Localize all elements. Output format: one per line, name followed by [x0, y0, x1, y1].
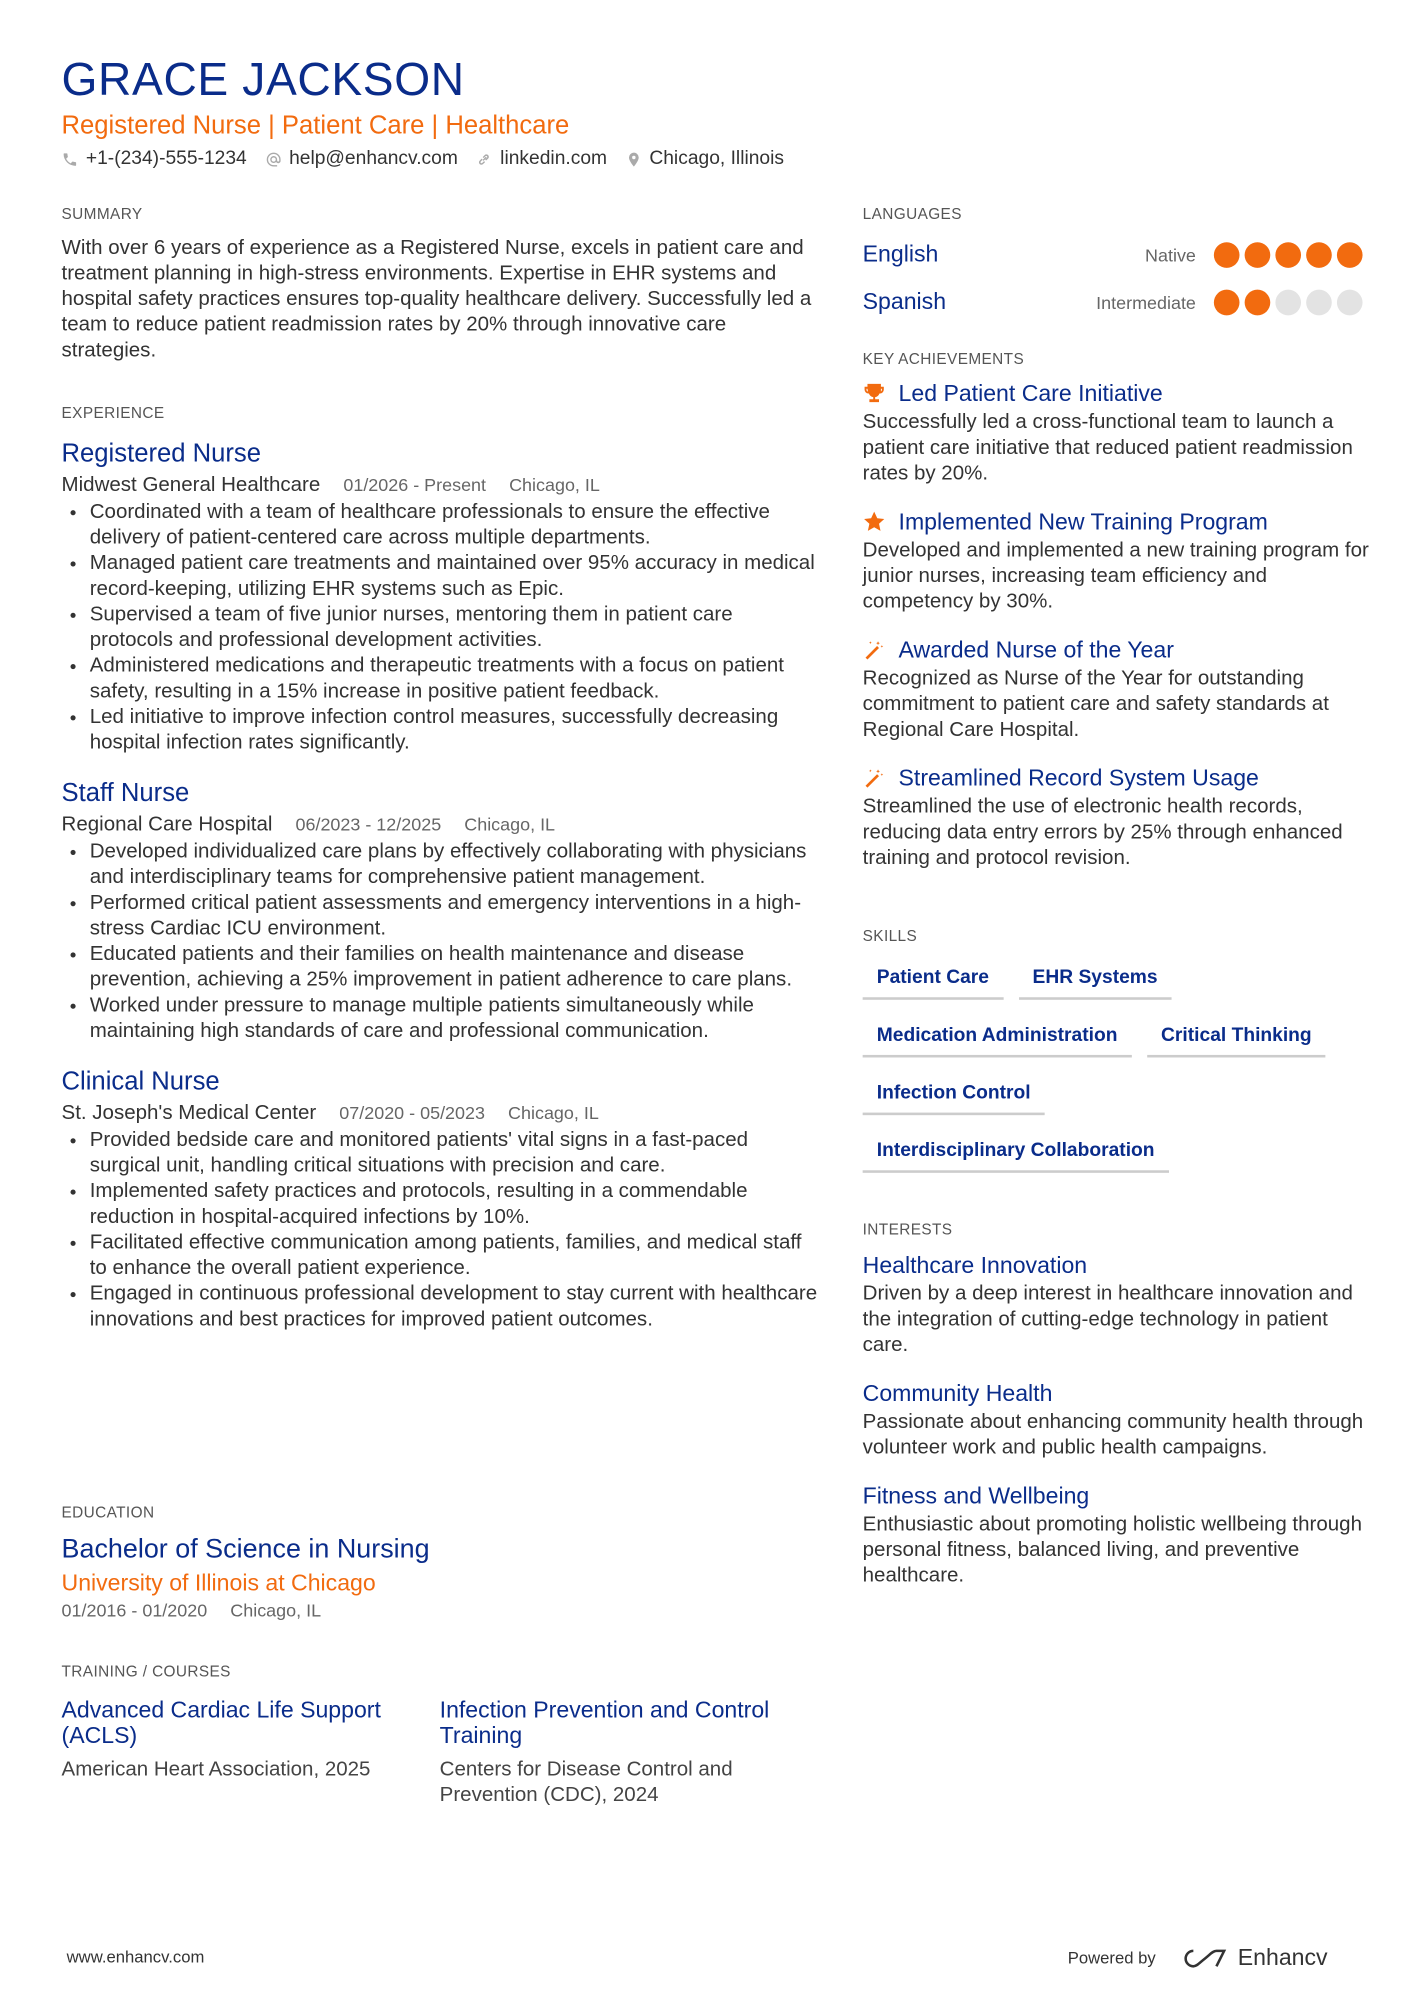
- job-company: Midwest General Healthcare: [61, 474, 321, 497]
- achievement-description: Recognized as Nurse of the Year for outstanding commitment to patient care and safety standards at Regional Care Hospital.: [862, 667, 1329, 741]
- bullet-item: • Led initiative to improve infection control measures, successfully decreasing hospital infection rates significantly.: [90, 705, 818, 756]
- bullet-item: • Provided bedside care and monitored patients' vital signs in a fast-paced surgical unit, handling critical situations with precision and care.: [90, 1128, 818, 1179]
- job-entry: [62, 1065, 818, 1333]
- section-label: INTERESTS: [862, 1220, 953, 1239]
- interest-item: [863, 1377, 1369, 1462]
- contact-link[interactable]: linkedin.com: [476, 146, 607, 172]
- interest-title: Community Health: [862, 1380, 1053, 1407]
- job-entry: [62, 777, 818, 1045]
- rating-dot: [1214, 242, 1240, 268]
- job-meta: [62, 1099, 818, 1128]
- skill-tag: Critical Thinking: [1147, 1015, 1326, 1057]
- language-level: Intermediate: [1096, 291, 1196, 313]
- skill-tag: Patient Care: [863, 958, 1003, 1000]
- candidate-name: GRACE JACKSON: [61, 52, 465, 106]
- achievement-title: Awarded Nurse of the Year: [898, 637, 1174, 663]
- link-icon: [476, 151, 493, 168]
- location-pin-icon: [625, 151, 642, 168]
- experience-section: [62, 404, 818, 1333]
- language-rating: [1214, 242, 1363, 268]
- training-section: [62, 1662, 818, 1808]
- bullet-item: • Supervised a team of five junior nurses, mentoring them in patient care protocols and professional development activities.: [90, 602, 818, 653]
- job-company: St. Joseph's Medical Center: [61, 1102, 317, 1125]
- phone-icon: [62, 151, 79, 168]
- rating-dot: [1337, 289, 1363, 315]
- contact-phone: +1-(234)-555-1234: [62, 146, 247, 172]
- skill-tag: Infection Control: [863, 1073, 1045, 1115]
- course-provider: Centers for Disease Control and Prevention (CDC), 2024: [439, 1758, 733, 1807]
- job-title: Registered Nurse: [61, 439, 262, 468]
- achievement-title-row: [863, 377, 1369, 410]
- skills-section: [863, 927, 1369, 1188]
- achievement-title: Streamlined Record System Usage: [898, 765, 1259, 791]
- skill-tag: Medication Administration: [863, 1015, 1132, 1057]
- course-provider: American Heart Association, 2025: [61, 1758, 371, 1781]
- star-icon: [863, 510, 886, 533]
- bullet-item: • Administered medications and therapeutic treatments with a focus on patient safety, resulting in a 15% increase in positive patient feedback.: [90, 654, 818, 705]
- job-title: Staff Nurse: [61, 779, 190, 808]
- powered-by: [1068, 1944, 1328, 1971]
- interest-title: Healthcare Innovation: [862, 1252, 1088, 1278]
- contact-location: Chicago, Illinois: [625, 146, 784, 172]
- job-location: Chicago, IL: [509, 474, 600, 495]
- interest-item: [863, 1248, 1369, 1358]
- achievements-section: [863, 350, 1369, 872]
- interest-title: Fitness and Wellbeing: [862, 1483, 1090, 1509]
- bullet-item: • Performed critical patient assessments and emergency interventions in a high-stress Cardiac ICU environment.: [90, 891, 818, 942]
- education-dates: 01/2016 - 01/2020: [61, 1599, 208, 1621]
- course-title: Infection Prevention and Control Training: [439, 1697, 770, 1749]
- bullet-item: • Implemented safety practices and protocols, resulting in a commendable reduction in hospital-acquired infections by 10%.: [90, 1179, 818, 1230]
- enhancv-logo[interactable]: Enhancv: [1181, 1944, 1327, 1971]
- job-bullets: [62, 500, 818, 756]
- course-entry: [440, 1697, 818, 1809]
- education-section: [62, 1504, 818, 1622]
- rating-dot: [1275, 242, 1301, 268]
- section-label: KEY ACHIEVEMENTS: [862, 349, 1025, 368]
- bullet-item: • Worked under pressure to manage multiple patients simultaneously while maintaining high standards of care and professional communication.: [90, 993, 818, 1044]
- education-meta: [62, 1598, 818, 1621]
- job-meta: [62, 470, 818, 499]
- education-location: Chicago, IL: [230, 1599, 322, 1621]
- summary-section: [62, 205, 818, 364]
- rating-dot: [1275, 289, 1301, 315]
- achievement-item: [863, 505, 1369, 615]
- job-bullets: [62, 1128, 818, 1333]
- course-title: Advanced Cardiac Life Support (ACLS): [61, 1697, 381, 1749]
- achievement-title: Implemented New Training Program: [898, 508, 1268, 535]
- degree: Bachelor of Science in Nursing: [61, 1534, 430, 1564]
- rating-dot: [1245, 289, 1271, 315]
- achievement-item: [863, 633, 1369, 743]
- magic-wand-icon: [863, 767, 886, 790]
- at-icon: [265, 151, 282, 168]
- bullet-item: • Coordinated with a team of healthcare professionals to ensure the effective delivery of patient-centered care across multiple departments.: [90, 500, 818, 551]
- magic-wand-icon: [863, 638, 886, 661]
- interest-description: Driven by a deep interest in healthcare innovation and the integration of cutting-edge technology in patient care.: [862, 1283, 1353, 1357]
- bullet-item: • Educated patients and their families on health maintenance and disease prevention, achieving a 25% improvement in patient adherence to care plans.: [90, 942, 818, 993]
- interest-description: Enthusiastic about promoting holistic wellbeing through personal fitness, balanced living, and preventive healthcare.: [862, 1513, 1362, 1587]
- language-row: [863, 278, 1363, 325]
- language-row: [863, 231, 1363, 278]
- job-dates: 06/2023 - 12/2025: [295, 813, 442, 835]
- job-dates: 01/2026 - Present: [343, 474, 487, 495]
- achievement-description: Successfully led a cross-functional team to launch a patient care initiative that reduced patient readmission rates by 20%.: [862, 411, 1353, 485]
- achievement-title-row: [863, 761, 1369, 794]
- skill-tag: Interdisciplinary Collaboration: [863, 1131, 1169, 1173]
- job-company: Regional Care Hospital: [61, 813, 273, 836]
- bullet-item: • Facilitated effective communication among patients, families, and medical staff to enhance the overall patient experience.: [90, 1231, 818, 1282]
- job-title: Clinical Nurse: [61, 1067, 220, 1096]
- rating-dot: [1306, 242, 1332, 268]
- achievement-description: Developed and implemented a new training program for junior nurses, increasing team efficiency and competency by 30%.: [862, 539, 1369, 613]
- section-label: LANGUAGES: [862, 205, 962, 224]
- interest-description: Passionate about enhancing community health through volunteer work and public health campaigns.: [862, 1411, 1364, 1459]
- achievement-item: [863, 377, 1369, 487]
- summary-text: With over 6 years of experience as a Registered Nurse, excels in patient care and treatment planning in high-stress environments. Expertise in EHR systems and hospital safety practices ensures top-quality healthcare delivery. Successfully led a team to reduce patient readmission rates by 20% through innovative care strategies.: [61, 237, 812, 362]
- rating-dot: [1245, 242, 1271, 268]
- language-rating: [1214, 289, 1363, 315]
- rating-dot: [1214, 289, 1240, 315]
- achievement-title-row: [863, 505, 1369, 538]
- skill-tag: EHR Systems: [1018, 958, 1171, 1000]
- section-label: EDUCATION: [61, 1503, 155, 1522]
- course-entry: [62, 1697, 440, 1809]
- section-label: EXPERIENCE: [61, 403, 165, 422]
- job-meta: [62, 810, 818, 839]
- section-label: SUMMARY: [61, 205, 143, 224]
- language-name: English: [862, 240, 939, 267]
- job-location: Chicago, IL: [464, 813, 556, 835]
- languages-section: [863, 205, 1363, 325]
- interests-section: [863, 1220, 1369, 1589]
- interest-item: [863, 1479, 1369, 1589]
- enhancv-logo-icon: [1181, 1946, 1227, 1969]
- achievement-description: Streamlined the use of electronic health records, reducing data entry errors by 25% through enhanced training and protocol revision.: [862, 795, 1343, 870]
- section-label: SKILLS: [862, 926, 918, 945]
- footer-url[interactable]: www.enhancv.com: [66, 1947, 205, 1967]
- job-entry: [62, 437, 818, 756]
- achievement-title-row: [863, 633, 1369, 666]
- bullet-item: • Engaged in continuous professional development to stay current with healthcare innovations and best practices for improved patient outcomes.: [90, 1282, 818, 1333]
- school: University of Illinois at Chicago: [61, 1570, 376, 1596]
- trophy-icon: [863, 382, 886, 405]
- section-label: TRAINING / COURSES: [61, 1662, 231, 1681]
- rating-dot: [1306, 289, 1332, 315]
- powered-by-text: Powered by: [1067, 1948, 1156, 1968]
- achievement-title: Led Patient Care Initiative: [898, 380, 1163, 407]
- language-level: Native: [1145, 244, 1196, 265]
- achievement-item: [863, 761, 1369, 871]
- language-name: Spanish: [862, 288, 947, 315]
- job-bullets: [62, 840, 818, 1045]
- bullet-item: • Managed patient care treatments and maintained over 95% accuracy in medical record-keeping, utilizing EHR systems such as Epic.: [90, 551, 818, 602]
- job-dates: 07/2020 - 05/2023: [339, 1102, 485, 1123]
- bullet-item: • Developed individualized care plans by effectively collaborating with physicians and interdisciplinary teams for comprehensive patient management.: [90, 840, 818, 891]
- contact-email[interactable]: help@enhancv.com: [265, 146, 458, 172]
- contact-info: [62, 146, 784, 172]
- job-location: Chicago, IL: [508, 1102, 599, 1123]
- candidate-headline: Registered Nurse | Patient Care | Healthcare: [61, 111, 570, 140]
- rating-dot: [1337, 242, 1363, 268]
